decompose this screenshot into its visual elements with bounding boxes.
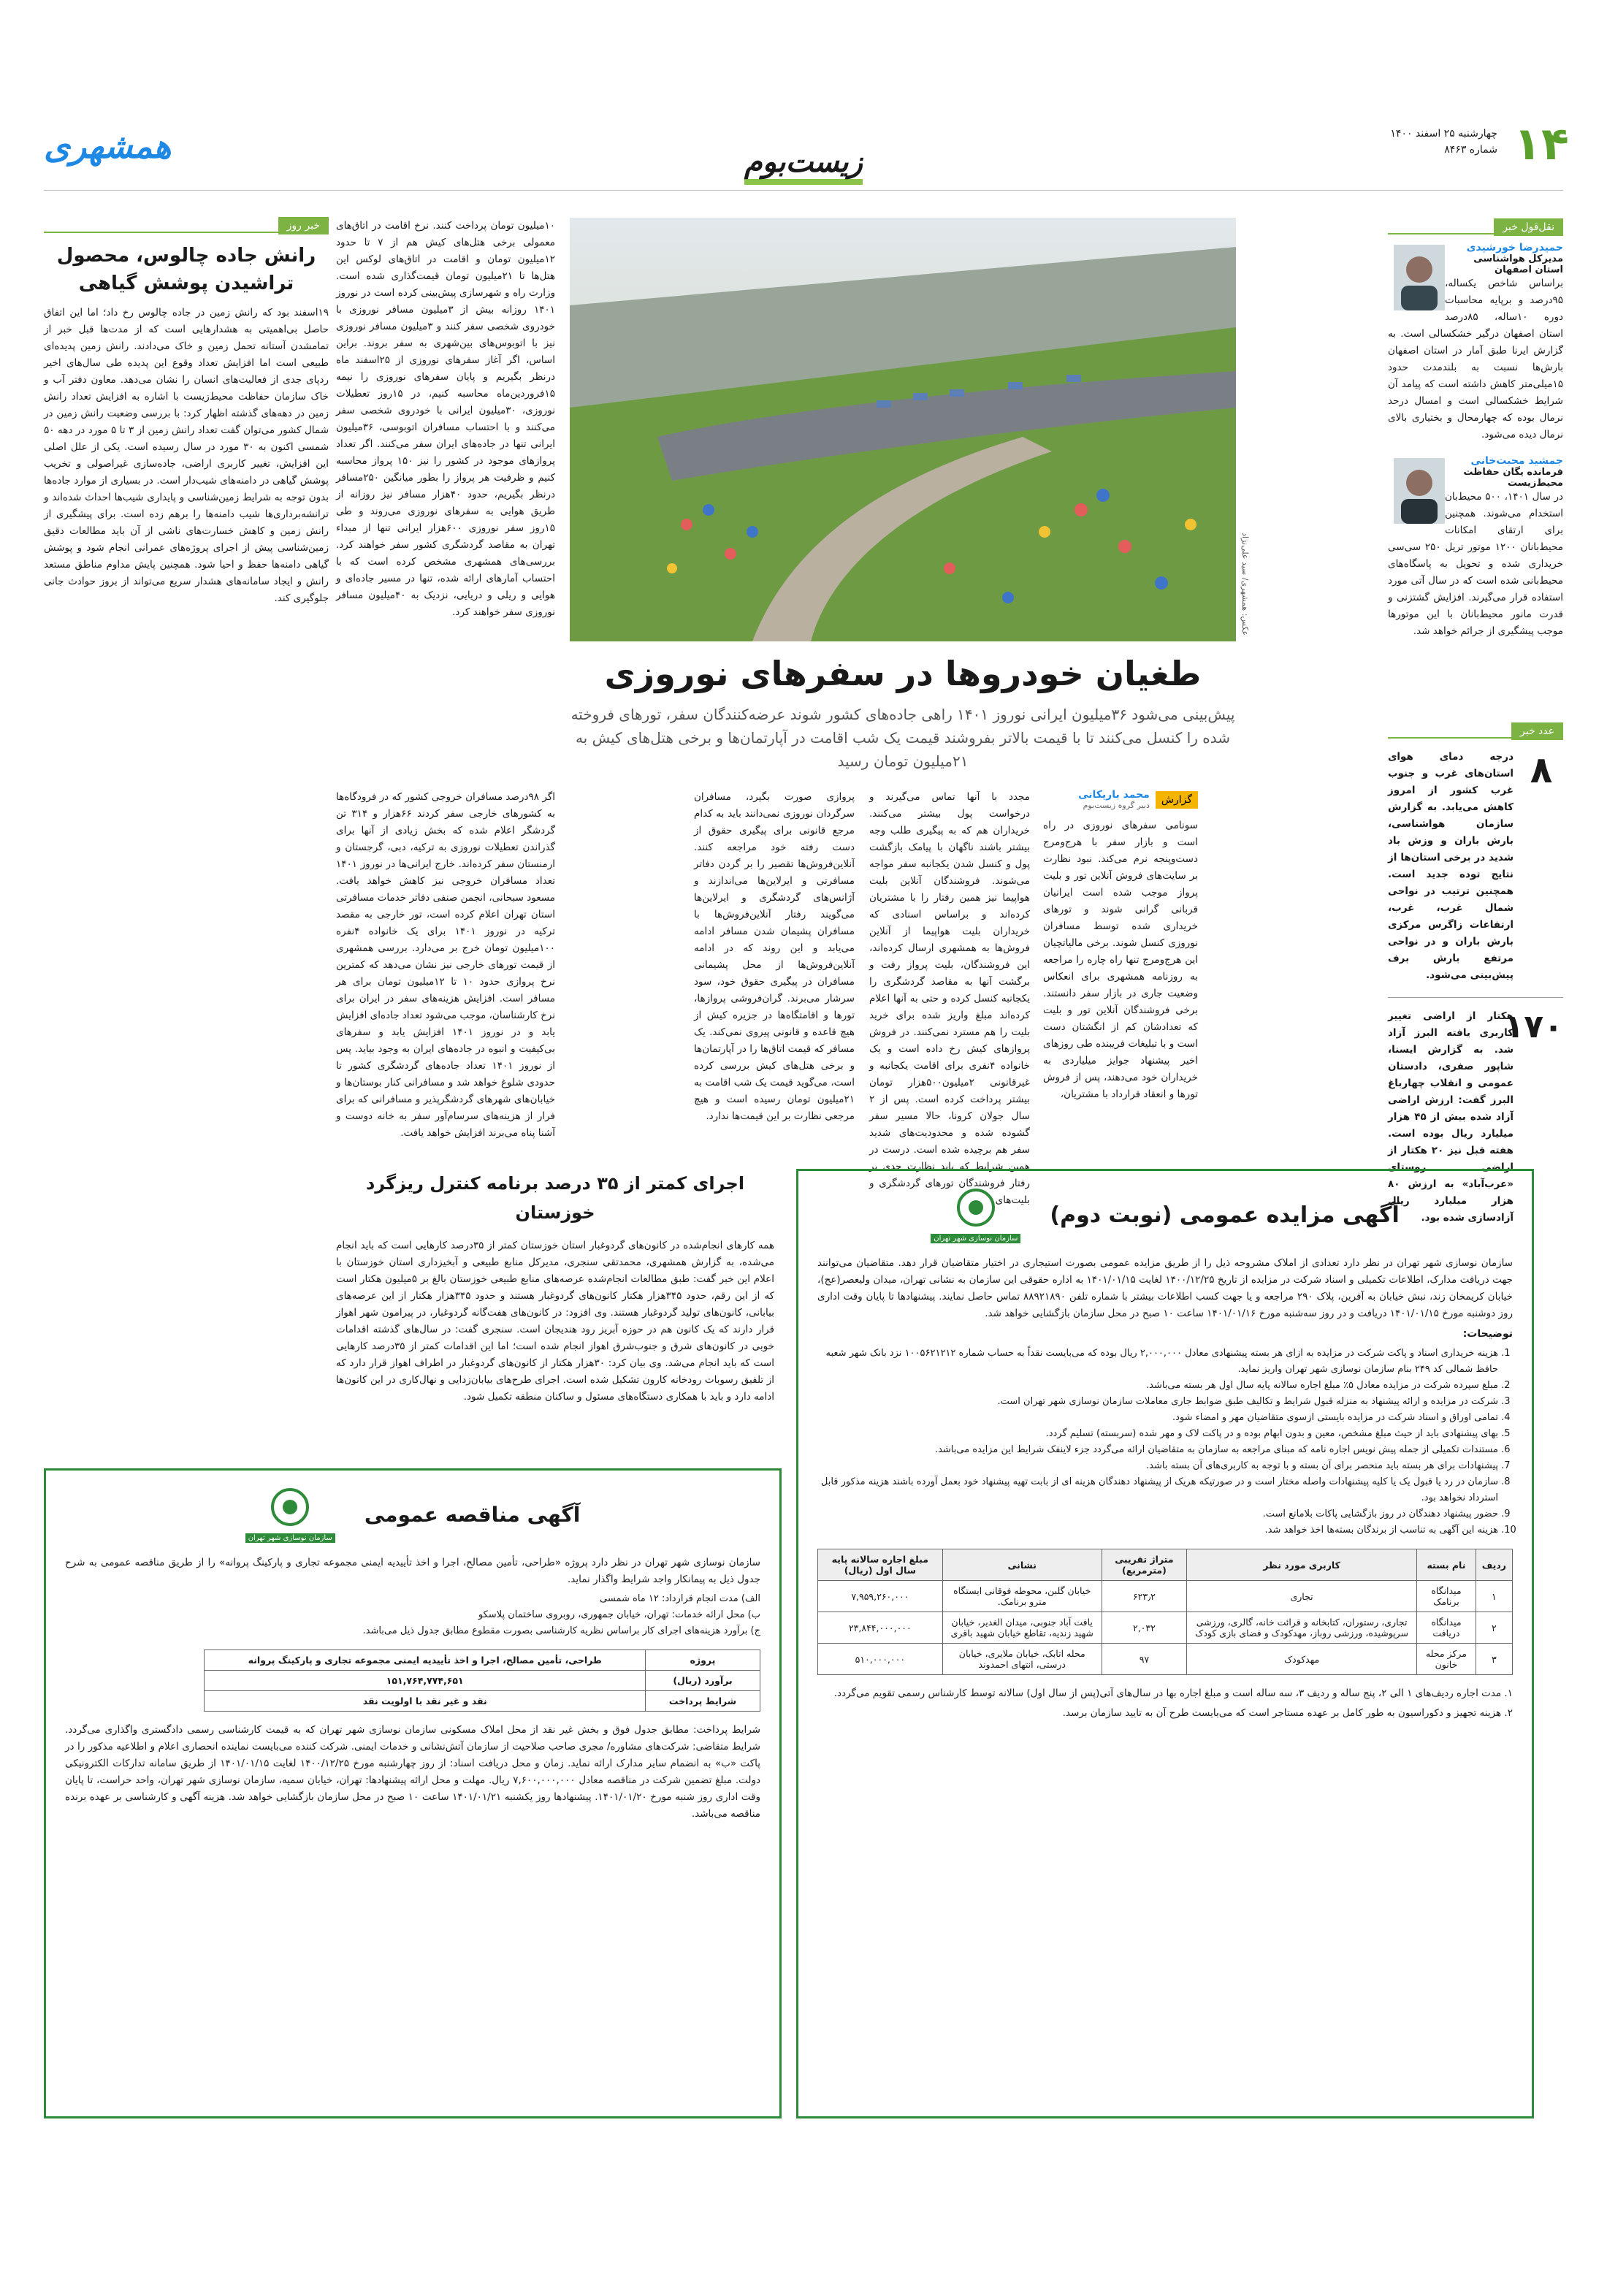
number-item: [1388, 749, 1563, 987]
quote-item: [1388, 455, 1563, 640]
auction-th: متراژ تقریبی (مترمربع): [1102, 1549, 1186, 1581]
org-emblem-icon: [950, 1187, 1001, 1231]
auction-row: [818, 1644, 1513, 1675]
cell: ۳: [1476, 1644, 1512, 1675]
issue-date: چهارشنبه ۲۵ اسفند ۱۴۰۰: [1390, 128, 1497, 140]
tender-ad: [44, 1468, 782, 2118]
auction-th: کاربری مورد نظر: [1187, 1549, 1417, 1581]
issue-info: [1351, 126, 1497, 158]
logo-text: همشهری: [44, 126, 172, 166]
number-text: هکتار از اراضی تغییر کاربری یافته البرز آزاد شد. به گزارش ایسنا، شاپور صفری، دادستان عمومی و انقلاب چهارباغ البرز گفت: ارزش اراضی آزاد شده بیش از ۴۵ هزار میلیارد ریال بوده است. هفته قبل نیز ۲۰ هکتار از اراضی روستای «عرب‌آباد» به ارزش ۸۰ هزار میلیارد ریال آزادسازی شده بود.: [1388, 1010, 1514, 1224]
cell: ۶۲۳٫۲: [1102, 1581, 1186, 1612]
article-text: مجدد با آنها تماس می‌گیرند و درخواست پول بیشتر می‌کنند. خریداران هم که به پیگیری طلب وجه بیشتر باشند ناگهان با پیامک بازگشت پول و کنسل شدن یکجانبه سفر مواجه می‌شوند. فروشندگان آنلاین بلیت هواپیما نیز همین رفتار را با مشتریان کرده‌اند و براساس اسنادی که خریداران بلیت هواپیما از آنلاین فروش‌ها به همشهری ارسال کرده‌اند، این فروشندگان، بلیت پرواز رفت و برگشت آنها به مقاصد گردشگری را یکجانبه کنسل کرده و حتی به آنها اعلام کرده‌اند مبلغ واریز شده برای خرید بلیت را هم مسترد نمی‌کنند. در فروش پروازهای کیش رخ داده است و یک خانواده ۴نفری برای اقامت یکجانبه و غیرقانونی ۲میلیون۵۰۰هزار تومان بیشتر پرداخت کرده است. پس از ۲ سال جولان کرونا، حالا مسیر سفر گشوده شده و محدودیت‌های شدید سفر هم برچیده شده است. درست در همین شرایط که باید نظارت جدی بر رفتار فروشندگان تورهای گردشگری و بلیت‌های: [869, 791, 1030, 1206]
org-name: سازمان نوسازی شهر تهران: [245, 1533, 335, 1543]
quote-name: حمیدرضا خورشیدی: [1466, 242, 1563, 253]
auction-notes-label: توضیحات:: [1462, 1328, 1513, 1340]
auction-notes: [817, 1346, 1513, 1538]
auction-note: 9. حضور پیشنهاد دهندگان در روز بازگشایی پاکات بلامانع است.: [817, 1506, 1498, 1522]
quote-name: جمشید محبت‌خانی: [1470, 455, 1563, 467]
auction-note: 5. بهای پیشنهادی باید از حیث مبلغ مشخص، معین و بدون ابهام بوده و در پاکت لاک و مهر شده (سربسته) تسلیم گردد.: [817, 1426, 1498, 1442]
auction-note: 3. شرکت در مزایده و ارائه پیشنهاد به منزله قبول شرایط و تکالیف طبق ضوابط جاری معاملات سازمان نوسازی شهر تهران است.: [817, 1394, 1498, 1410]
article-text: پروازی صورت بگیرد، مسافران سرگردان نوروزی نمی‌دانند باید به کدام مرجع قانونی برای پیگیری حقوق از دست رفته خود مراجعه کنند. آنلاین‌فروش‌ها تقصیر را بر گردن دفاتر مسافرتی و ایرلاین‌ها می‌اندازند و آژانس‌های گردشگری و ایرلاین‌ها می‌گویند رفتار آنلاین‌فروش‌ها با مسافران پشیمان شدن مسافر ادامه می‌یابد و این روند که در ادامه آنلاین‌فروش‌ها از محل پشیمانی مسافران در پیگیری حقوق خود، سود سرشار می‌برند. گران‌فروشی پروازها، تورها و اقامتگاه‌ها در جزیره کیش از هیچ قاعده و قانونی پیروی نمی‌کند. یک مسافر که قیمت اتاق‌ها را در آپارتمان‌ها و برخی هتل‌های کیش بررسی کرده است، می‌گوید قیمت یک شب اقامت به ۲۱میلیون تومان رسیده است و هیچ مرجعی نظارت بر این قیمت‌ها ندارد.: [694, 791, 855, 1122]
number-value: ۱۷۰: [1504, 1008, 1563, 1045]
org-emblem-icon: [264, 1487, 316, 1530]
cell: مرکز محله خانون: [1417, 1644, 1476, 1675]
tender-intro: سازمان نوسازی شهر تهران در نظر دارد پروژه «طراحی، تأمین مصالح، اجرا و اخذ تأییدیه ایمنی مجموعه تجاری و پارکینگ پروانه» را از طریق مناقصه عمومی به شرح جدول ذیل به پیمانکار واجد شرایط واگذار نماید.: [65, 1557, 760, 1585]
auction-footnote: ۱. مدت اجاره ردیف‌های ۱ الی ۲، پنج ساله و ردیف ۳، سه ساله است و مبلغ اجاره بها در سال‌های آتی(پس از سال اول) سالانه توسط کارشناس رسمی تقویم می‌گردد.: [833, 1687, 1513, 1699]
cell: طراحی، تأمین مصالح، اجرا و اخذ تأییدیه ایمنی مجموعه تجاری و پارکینگ پروانه: [205, 1650, 646, 1671]
cell: ۹۷: [1102, 1644, 1186, 1675]
cell: ۷,۹۵۹,۲۶۰,۰۰۰: [818, 1581, 943, 1612]
tender-org-logo: [245, 1487, 335, 1543]
quote-role: فرمانده یگان حفاظت محیط‌زیست: [1463, 467, 1563, 489]
cell: ۱: [1476, 1581, 1512, 1612]
auction-footnote: ۲. هزینه تجهیز و دکوراسیون به طور کامل بر عهده مستاجر است که می‌بایست طرح آن به تایید سازمان برسد.: [1062, 1707, 1513, 1719]
tender-items: [65, 1591, 760, 1639]
cell: ۱۵۱,۷۶۴,۷۷۴,۶۵۱: [205, 1671, 646, 1691]
auction-th: ردیف: [1476, 1549, 1512, 1581]
article-col-1: [1043, 789, 1198, 1106]
cell: یافت آباد جنوبی، میدان الغدیر، خیابان شهید زندیه، تقاطع خیابان شهید باقری: [942, 1612, 1102, 1644]
tender-title: آگهی مناقصه عمومی: [364, 1503, 581, 1527]
cell: میدانگاه دریافت: [1417, 1612, 1476, 1644]
quotes-label: نقل‌قول خبر: [1494, 218, 1563, 236]
tender-row: [205, 1691, 760, 1712]
article-text: ۱۰میلیون تومان پرداخت کنند. نرخ اقامت در اتاق‌های معمولی برخی هتل‌های کیش هم از ۷ تا حدود ۱۲میلیون تومان و اقامت در اتاق‌های لوکس این هتل‌ها تا ۲۱میلیون تومان قیمت‌گذاری شده است. وزارت راه و شهرسازی پیش‌بینی کرده است در نوروز ۱۴۰۱ روزانه بیش از ۳میلیون مسافر نوروزی با خودروی شخصی سفر کنند و ۳میلیون مسافر نوروزی نیز با اتوبوس‌های بین‌شهری به سفر بروند. براین اساس، اگر آغاز سفرهای نوروزی از ۲۵اسفند ماه درنظر بگیریم و پایان سفرهای نوروزی را نیمه ۱۵فروردین‌ماه محاسبه کنیم، در ۱۵روز تعطیلات نوروزی، ۳۰میلیون ایرانی با خودروی شخصی سفر می‌کنند و با احتساب مسافران اتوبوسی، ۳۶میلیون ایرانی تنها در جاده‌های ایران سفر می‌کنند. اگر تعداد پروازهای موجود در کشور را نیز ۱۵۰ پرواز محاسبه کنیم و ظرفیت هر پرواز را بطور میانگین ۲۵۰مسافر درنظر بگیریم، حدود ۴۰هزار مسافر نیز روزانه از طریق هوایی به سفرهای نوروزی می‌روند و طی ۱۵روز سفر نوروزی ۶۰۰هزار ایرانی تنها از مبداء تهران به مقاصد گردشگری کشور سفر خواهند کرد. بررسی‌های همشهری مشخص کرده است که با احتساب آمارهای ارائه شده، تنها در مسیر جاده‌ای و هوایی و ریلی و دریایی، نزدیک به ۴۰میلیون مسافر نوروزی سفر خواهند کرد.: [336, 220, 556, 618]
newspaper-logo: [44, 123, 263, 169]
cell: پروژه: [646, 1650, 760, 1671]
auction-org-logo: [931, 1187, 1020, 1243]
side-news-label: خبر روز: [278, 217, 329, 234]
cell: ۵۱۰,۰۰۰,۰۰۰: [818, 1644, 943, 1675]
header-rule: [44, 190, 1563, 191]
main-lead: پیش‌بینی می‌شود ۳۶میلیون ایرانی نوروز ۱۴۰۱ راهی جاده‌های کشور شوند عرضه‌کنندگان سفر، تورهای فروخته شده را کنسل می‌کنند تا با قیمت بالاتر بفروشند قیمت یک شب اقامت در آپارتمان‌ها و برخی هتل‌های کیش به ۲۱میلیون تومان رسید: [570, 706, 1235, 770]
auction-note: 4. تمامی اوراق و اسناد شرکت در مزایده بایستی ازسوی متقاضیان مهر و امضاء شود.: [817, 1410, 1498, 1426]
auction-note: 1. هزینه خریداری اسناد و پاکت شرکت در مزایده به ازای هر بسته پیشنهادی معادل ۲,۰۰۰,۰۰۰ ریال بوده که می‌بایست نقداً به حساب شماره ۱۰۰۵۶۲۱۲۱۲ نزد بانک شهر شعبه حافظ شمالی کد ۲۴۹ بنام سازمان نوسازی شهر تهران واریز نماید.: [817, 1346, 1498, 1378]
cell: شرایط پرداخت: [646, 1691, 760, 1712]
numbers-label: عدد خبر: [1511, 722, 1563, 740]
khuzestan-article: [336, 1169, 774, 1408]
number-text: درجه دمای هوای استان‌های غرب و جنوب غرب کشور از امروز کاهش می‌یابد. به گزارش سازمان هواشناسی، بارش باران و وزش باد شدید در برخی استان‌ها از نتایج توده جدید است. همچنین ترتیب در نواحی شمال غرب، غرب، ارتفاعات زاگرس مرکزی بارش باران و در نواحی مرتفع بارش برف پیش‌بینی می‌شود.: [1388, 751, 1514, 981]
tender-conditions: شرایط پرداخت: مطابق جدول فوق و بخش غیر نقد از محل املاک مسکونی سازمان نوسازی شهر تهران که به قیمت کارشناسی رسمی دادگستری واگذاری می‌گردد. شرایط متقاضی: شرکت‌های مشاوره/ مجری صاحب صلاحیت از سازمان آتش‌نشانی و خدمات ایمنی. شرکت کننده می‌بایست نماینده انحصاری اعلام و اطلاعیه مذکور را در پاکت «ب» به انضمام سایر مدارک ارائه نماید. زمان و محل دریافت اسناد: از روز چهارشنبه مورخ ۱۴۰۰/۱۲/۲۵ لغایت ۱۴۰۱/۰۱/۱۵ از طریق سامانه تدارکات الکترونیکی دولت. مبلغ تضمین شرکت در مناقصه معادل ۷,۶۰۰,۰۰۰,۰۰۰ ریال. مهلت و محل ارائه پیشنهادها: تهران، خیابان سمیه، سازمان نوسازی شهر تهران، واحد حراست، تا پایان وقت اداری روز شنبه مورخ ۱۴۰۱/۰۱/۲۰. پیشنهادها روز یکشنبه ۱۴۰۱/۰۱/۲۱ ساعت ۱۰ صبح در محل سازمان بازگشایی خواهد شد. هزینه آگهی و کارشناسی بر عهده برنده مناقصه می‌باشد.: [65, 1724, 761, 1820]
numbers-column: [1388, 723, 1563, 1229]
cell: برآورد (ریال): [646, 1671, 760, 1691]
auction-note: 6. مستندات تکمیلی از جمله پیش نویس اجاره نامه که مبنای مراجعه به سازمان به متقاضیان ارائه می‌گردد جزء لاینفک شرایط این مزایده می‌باشد.: [817, 1442, 1498, 1458]
divider: [1388, 997, 1563, 998]
auction-title: آگهی مزایده عمومی (نوبت دوم): [1050, 1202, 1400, 1228]
auction-th: نام بسته: [1417, 1549, 1476, 1581]
section-name: زیست‌بوم: [744, 145, 863, 185]
article-col-5: [336, 789, 555, 1145]
khuzestan-body: همه کارهای انجام‌شده در کانون‌های گردوغبار استان خوزستان کمتر از ۳۵درصد کارهایی است که باید انجام می‌شده، به گزارش همشهری، محمدتقی سنجری، مدیرکل منابع طبیعی و آبخیزداری استان خوزستان با اعلام این خبر گفت: طبق مطالعات انجام‌شده عرصه‌های منابع طبیعی خوزستان بالغ بر ۵میلیون هکتار است که از این رقم، حدود ۳۴۵هزار هکتار کانون‌های گردوغبار هستند و حدود ۳۴۵هزار هکتار از این عرصه‌های بیابانی، کانون‌های تولید گردوغبار هستند. وی افزود: در کانون‌های هفت‌گانه گردوغبار، در پیرامون شهر اهواز قرار دارند که یک کانون هم در حوزه آبریز رود هندیجان است. سنجری گفت: در سال‌های گذشته اقدامات خوبی در کانون‌های شرق و جنوب‌شرق اهواز انجام شده است؛ اما این اقدامات کمتر از ۳۵درصد کارهایی است که باید انجام می‌شد. وی بیان کرد: ۳۰هزار هکتار از کانون‌های گردوغبار در اطراف اهواز قرار دارد که از تلفیق رسوبات رودخانه کارون تشکیل شده است. اجرای طرح‌های بیابان‌زدایی و نهال‌کاری در این کانون‌ها ادامه دارد و باید با همکاری دستگاه‌های مسئول و ساکنان منطقه تکمیل شود.: [336, 1240, 775, 1403]
auction-table: [817, 1549, 1513, 1675]
cell: تجاری، رستوران، کتابخانه و قرائت خانه، گالری، ورزشی سرپوشیده، ورزشی روباز، مهدکودک و فضای بازی کودک: [1187, 1612, 1417, 1644]
quote-role: مدیرکل هواشناسی استان اصفهان: [1473, 253, 1563, 275]
quote-portrait: [1394, 458, 1445, 524]
page-number: ۱۴: [1514, 117, 1569, 170]
article-text: سونامی سفرهای نوروزی در راه است و بازار سفر با هرج‌ومرج دست‌وپنجه نرم می‌کند. نبود نظارت بر سایت‌های فروش آنلاین تور و بلیت پرواز موجب شده است ایرانیان قربانی گرانی شوند و تورهای خریداری شده توسط مسافران نوروزی کنسل شوند. برخی مالیاتچیان این هرج‌ومرج تنها راه چاره را مراجعه به روزنامه همشهری برای انعکاس وضعیت جاری در بازار سفر دانستند. برخی فروشندگان آنلاین تور و بلیت که تعدادشان کم از انگشتان دست است و با تبلیغات فریبنده طی روزهای اخیر پیشنهاد جوایز میلیاردی به خریداران خود می‌دهند، پس از فروش تورها و انعقاد قرارداد با مشتریان،: [1043, 820, 1198, 1100]
cell: مهدکودک: [1187, 1644, 1417, 1675]
tender-row: [205, 1671, 760, 1691]
report-label: گزارش: [1156, 791, 1198, 809]
side-news: [44, 218, 329, 610]
author-role: دبیر گروه زیست‌بوم: [1083, 801, 1150, 810]
cell: میدانگاه برنامک: [1417, 1581, 1476, 1612]
auction-note: 7. پیشنهادات برای هر بسته باید منحصر برای آن بسته و با توجه به کاربری‌های آن بسته باشد.: [817, 1458, 1498, 1474]
auction-intro: سازمان نوسازی شهر تهران در نظر دارد تعدادی از املاک مشروحه ذیل را از طریق مزایده عمومی بصورت استیجاری در اختیار متقاضیان قرار دهد. متقاضیان می‌توانند جهت دریافت مدارک، اطلاعات تکمیلی و اسناد شرکت در مزایده از تاریخ ۱۴۰۰/۱۲/۲۵ لغایت ۱۴۰۱/۰۱/۱۵ به اداره حقوقی این سازمان به نشانی تهران، میدان ولیعصر(عج)، خیابان کریمخان زند، نبش خیابان به آفرین، پلاک ۲۹۰ مراجعه و یا جهت کسب اطلاعات بیشتر با شماره تلفن ۸۸۹۲۱۸۹۰ تماس حاصل نمایند. پیشنهادها تا پایان وقت اداری روز دوشنبه مورخ ۱۴۰۱/۰۱/۱۵ دریافت و در روز سه‌شنبه مورخ ۱۴۰۱/۰۱/۱۶ ساعت ۱۰ صبح در محل سازمان بازگشایی خواهد شد.: [817, 1257, 1513, 1319]
cell: ۲: [1476, 1612, 1512, 1644]
auction-note: 2. مبلغ سپرده شرکت در مزایده معادل ۵٪ مبلغ اجاره سالانه پایه سال اول هر بسته می‌باشد.: [817, 1378, 1498, 1394]
cell: ۲۳,۸۴۴,۰۰۰,۰۰۰: [818, 1612, 943, 1644]
article-col-4: [336, 218, 555, 624]
article-col-2: [869, 789, 1030, 1212]
issue-number: شماره ۸۴۶۳: [1444, 144, 1497, 156]
quotes-column: [1388, 219, 1563, 643]
cell: ۲,۰۳۲: [1102, 1612, 1186, 1644]
org-name: سازمان نوسازی شهر تهران: [931, 1234, 1020, 1243]
auction-row: [818, 1612, 1513, 1644]
tender-table: [204, 1649, 760, 1712]
article-text: اگر ۹۸درصد مسافران خروجی کشور که در فرودگاه‌ها به کشورهای خارجی سفر کردند ۶۶هزار و ۳۱۴ تن گردشگر اعلام شده که بخش زیادی از آنها برای گذراندن تعطیلات نوروزی به ترکیه، دبی، گرجستان و ارمنستان سفر کرده‌اند. خارج ایرانی‌ها در نوروز ۱۴۰۱ تعداد مسافران خروجی نیز کاهش خواهد یافت. مسعود سبحانی، انجمن صنفی دفاتر خدمات مسافرتی استان تهران اعلام کرده است، تور خارجی به مقصد ترکیه در نوروز ۱۴۰۱ برای یک خانواده ۴نفره ۱۰۰میلیون تومان خرج بر می‌دارد. بررسی همشهری از قیمت تورهای خارجی نیز نشان می‌دهد که کمترین نرخ پروازی حدود ۱۰ تا ۱۲میلیون تومان برای هر مسافر است. افزایش هزینه‌های سفر در ایران برای نرخ کارشناسان، موجب می‌شود تعداد جاده‌ای افزایش یابد و در نوروز ۱۴۰۱ افزایش یابد و سفرهای بی‌کیفیت و انبوه در جاده‌های ایران به وجود بیاید. پس از نوروز ۱۴۰۱ تعداد جاده‌های گردشگری کشور تا حدودی شلوغ خواهد شد و مسافرانی کنار بوستان‌ها و خیابان‌های شهرهای گردشگرپذیر و مسافرانی که برای فرار از هزینه‌های سرسام‌آور سفر به خانه دوست و آشنا پناه می‌برند افزایش خواهد یافت.: [336, 791, 555, 1139]
photo-credit: عکس: همشهری/ سید علی‌نژاد: [1240, 532, 1250, 636]
side-news-title: رانش جاده چالوس، محصول تراشیدن پوشش گیاهی: [56, 245, 316, 294]
auction-th: نشانی: [942, 1549, 1102, 1581]
tender-row: [205, 1650, 760, 1671]
article-col-3: [694, 789, 855, 1128]
main-headline: طغیان خودروها در سفرهای نوروزی: [604, 654, 1202, 693]
cell: تجاری: [1187, 1581, 1417, 1612]
auction-row: [818, 1581, 1513, 1612]
quote-portrait: [1394, 245, 1445, 310]
tender-item: ج) برآورد هزینه‌های اجرای کار براساس نظریه کارشناسی بصورت مقطوع مطابق جدول ذیل می‌باشد.: [362, 1625, 760, 1636]
tender-item: ب) محل ارائه خدمات: تهران، خیابان جمهوری، روبروی ساختمان پلاسکو: [478, 1609, 760, 1620]
section-title: [709, 146, 898, 178]
quote-text: در سال ۱۴۰۱، ۵۰۰ محیط‌بان استخدام می‌شوند. همچنین برای ارتقای امکانات محیط‌بانان ۱۲۰۰ موتور تریل ۲۵۰ سی‌سی خریداری شده و تحویل به پاسگاه‌های محیط‌بانی شده است که در سال آتی مورد استفاده قرار می‌گیرند. افزایش گشتزنی و قدرت مانور محیط‌بانان با این موتورها موجب پیشگیری از جرائم خواهد شد.: [1388, 491, 1563, 637]
number-value: ۸: [1530, 749, 1553, 791]
main-photo: [570, 218, 1236, 641]
side-news-body: ۱۹اسفند بود که رانش زمین در جاده چالوس رخ داد؛ اما این اتفاق حاصل بی‌اهمیتی به هشدارهایی است که از مدت‌ها قبل خبر از تمامشدن آستانه تحمل زمین و خاک می‌دادند. رانش زمین پدیده‌ای طبیعی است اما افزایش تعداد وقوع این پدیده طی سال‌های اخیر ردپای جدی از فعالیت‌های انسان را نشان می‌دهد. معاون دفتر آب و خاک سازمان حفاظت محیط‌زیست با اشاره به افزایش تعداد رانش زمین در دهه‌های گذشته اظهار کرد: با بررسی وضعیت رانش زمین در شمال کشور می‌توان گفت تعداد رانش زمین از ۳ تا ۵ مورد در دهه ۵۰ شمسی اکنون به ۳۰ مورد در سال رسیده است. یکی از علل اصلی این افزایش، تغییر کاربری اراضی، جاده‌سازی غیراصولی و تخریب پوشش گیاهی در دامنه‌های شیب‌دار است. در بسیاری از موارد جاده‌ها بدون توجه به شرایط زمین‌شناسی و پایداری شیب‌ها احداث شده‌اند و ترانشه‌برداری‌ها شیب دامنه‌ها را برهم زده است. برای پیشگیری از رانش زمین و کاهش خسارت‌های ناشی از آن باید مطالعات دقیق زمین‌شناسی پیش از اجرای پروژه‌های عمرانی انجام شود و پوشش گیاهی دامنه‌ها حفظ و احیا شود. همچنین پایش مداوم مناطق مستعد رانش و ایجاد سامانه‌های هشدار سریع می‌تواند از بروز حوادث جانی جلوگیری کند.: [44, 307, 329, 604]
cell: خیابان گلبن، محوطه فوقانی ایستگاه مترو برنامک.: [942, 1581, 1102, 1612]
khuzestan-title: اجرای کمتر از ۳۵ درصد برنامه کنترل ریزگرد خوزستان: [365, 1173, 745, 1223]
auction-ad: [796, 1169, 1534, 2118]
author-name: محمد باریکانی: [1078, 789, 1150, 801]
quote-text: براساس شاخص یکساله، ۹۵درصد و برپایه محاسبات دوره ۱۰ساله، ۸۵درصد استان اصفهان درگیر خشکسالی است. به گزارش ایرنا طبق آمار در استان اصفهان بارش‌ها نسبت به بلندمدت حدود ۱۵میلی‌متر کاهش داشته است که پیامد آن شرایط خشکسالی است و امسال درحد نرمال بوده که چهارمحال و بختیاری بالای نرمال دیده می‌شود.: [1388, 278, 1563, 440]
tender-item: الف) مدت انجام قرارداد: ۱۲ ماه شمسی: [600, 1593, 760, 1604]
auction-th: مبلغ اجاره سالانه پایه سال اول (ریال): [818, 1549, 943, 1581]
auction-note: 10. هزینه این آگهی به تناسب از برندگان بسته‌ها اخذ خواهد شد.: [817, 1522, 1498, 1538]
cell: محله اتابک، خیابان ملایری، خیابان درستی، انتهای احمدوند: [942, 1644, 1102, 1675]
quote-item: [1388, 242, 1563, 443]
auction-note: 8. سازمان در رد یا قبول یک یا کلیه پیشنهادات واصله مختار است و در صورتیکه هریک از پیشنهاد دهندگان هزینه ای از بابت تهیه پیشنهاد خود بعمل آورده باشند هزینه مذکور قابل استرداد نخواهد بود.: [817, 1474, 1498, 1506]
cell: نقد و غیر نقد با اولویت نقد: [205, 1691, 646, 1712]
